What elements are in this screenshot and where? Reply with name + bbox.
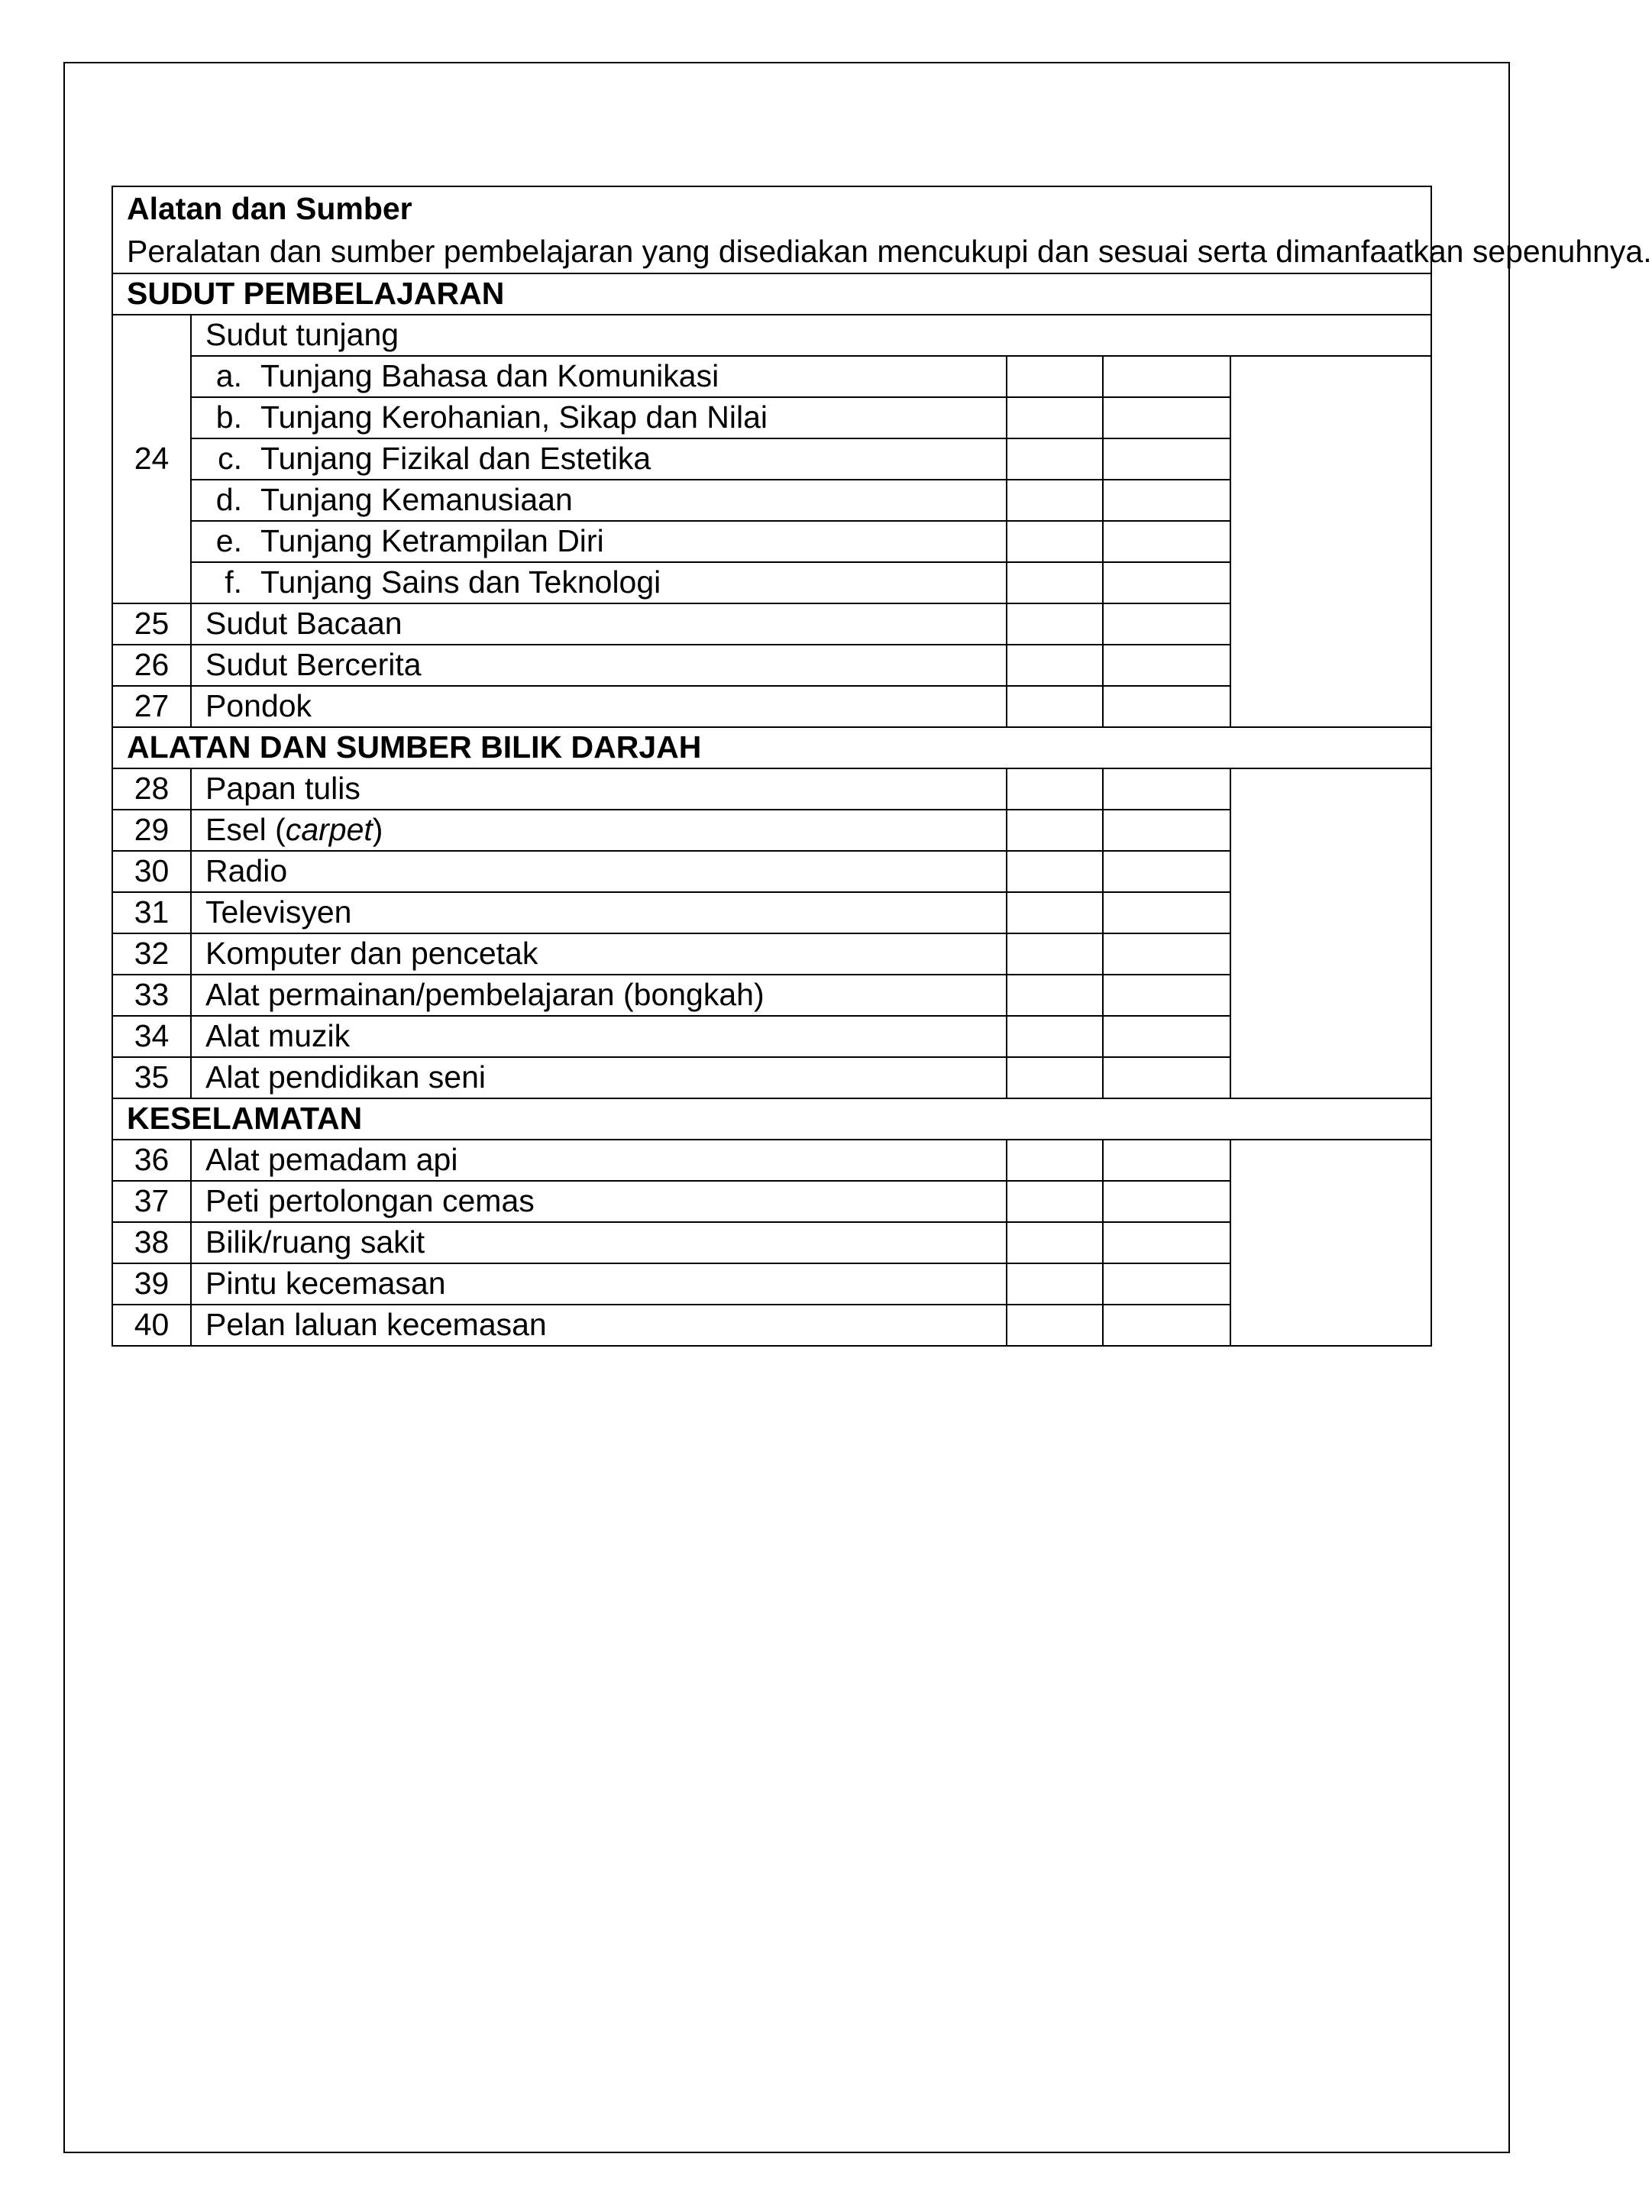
rating-box[interactable]	[1007, 521, 1103, 562]
item-number: 27	[112, 686, 191, 727]
rating-box[interactable]	[1103, 356, 1230, 397]
subitem-label	[191, 480, 1007, 521]
item-number: 37	[112, 1181, 191, 1222]
subitem-text: Tunjang Sains dan Teknologi	[260, 564, 661, 600]
rating-box[interactable]	[1103, 521, 1230, 562]
item-label: Pondok	[191, 686, 1007, 727]
rating-box[interactable]	[1007, 603, 1103, 645]
item-number: 31	[112, 892, 191, 933]
item-number: 40	[112, 1305, 191, 1346]
rating-box[interactable]	[1007, 933, 1103, 975]
rating-box[interactable]	[1007, 892, 1103, 933]
subitem-text: Tunjang Bahasa dan Komunikasi	[260, 358, 719, 394]
item-number: 38	[112, 1222, 191, 1263]
item-label: Papan tulis	[191, 768, 1007, 810]
group-row	[112, 315, 1431, 356]
subitem-letter: e.	[215, 523, 242, 559]
rating-box[interactable]	[1007, 975, 1103, 1016]
rating-box[interactable]	[1007, 851, 1103, 892]
subitem-letter: d.	[215, 482, 242, 518]
rating-box[interactable]	[1103, 645, 1230, 686]
item-number: 32	[112, 933, 191, 975]
subitem-letter: b.	[215, 399, 242, 435]
item-number: 28	[112, 768, 191, 810]
section-heading-row	[112, 1098, 1431, 1140]
rating-box[interactable]	[1007, 686, 1103, 727]
rating-box[interactable]	[1103, 1305, 1230, 1346]
intro-text: Peralatan dan sumber pembelajaran yang disediakan mencukupi dan sesuai serta dimanfaatkan sepenuhnya.	[127, 234, 1652, 269]
subitem-letter: a.	[215, 358, 242, 394]
rating-box[interactable]	[1103, 397, 1230, 438]
subitem-row	[112, 356, 1431, 397]
item-number: 35	[112, 1057, 191, 1098]
rating-box[interactable]	[1103, 810, 1230, 851]
item-number: 39	[112, 1263, 191, 1305]
item-label: Peti pertolongan cemas	[191, 1181, 1007, 1222]
rating-box[interactable]	[1007, 1016, 1103, 1057]
remarks-cell[interactable]	[1230, 356, 1431, 727]
item-label	[191, 810, 1007, 851]
item-label: Alat permainan/pembelajaran (bongkah)	[191, 975, 1007, 1016]
section-heading: SUDUT PEMBELAJARAN	[112, 273, 1431, 315]
rating-box[interactable]	[1103, 975, 1230, 1016]
subitem-text: Tunjang Fizikal dan Estetika	[260, 441, 651, 477]
item-number: 36	[112, 1140, 191, 1181]
item-label-suffix: )	[372, 812, 383, 848]
item-label-text: Esel (	[205, 812, 286, 848]
remarks-cell[interactable]	[1230, 1140, 1431, 1346]
item-row	[112, 1140, 1431, 1181]
item-label: Radio	[191, 851, 1007, 892]
subitem-text: Tunjang Ketrampilan Diri	[260, 523, 604, 559]
rating-box[interactable]	[1103, 562, 1230, 603]
rating-box[interactable]	[1103, 480, 1230, 521]
item-number: 24	[112, 315, 191, 603]
rating-box[interactable]	[1103, 851, 1230, 892]
item-number: 30	[112, 851, 191, 892]
rating-box[interactable]	[1103, 603, 1230, 645]
group-label: Sudut tunjang	[191, 315, 1431, 356]
rating-box[interactable]	[1007, 1222, 1103, 1263]
rating-box[interactable]	[1007, 480, 1103, 521]
section-heading: ALATAN DAN SUMBER BILIK DARJAH	[112, 727, 1431, 768]
item-label-italic: carpet	[285, 812, 373, 848]
rating-box[interactable]	[1007, 1305, 1103, 1346]
rating-box[interactable]	[1103, 1057, 1230, 1098]
item-label: Sudut Bercerita	[191, 645, 1007, 686]
remarks-cell[interactable]	[1230, 768, 1431, 1098]
rating-box[interactable]	[1103, 933, 1230, 975]
subitem-letter: c.	[218, 441, 242, 477]
item-label: Alat pemadam api	[191, 1140, 1007, 1181]
item-label: Alat pendidikan seni	[191, 1057, 1007, 1098]
rating-box[interactable]	[1103, 1016, 1230, 1057]
subitem-label	[191, 438, 1007, 480]
rating-box[interactable]	[1007, 1057, 1103, 1098]
rating-box[interactable]	[1007, 1140, 1103, 1181]
intro-cell	[112, 186, 1652, 273]
item-label: Pintu kecemasan	[191, 1263, 1007, 1305]
rating-box[interactable]	[1007, 397, 1103, 438]
rating-box[interactable]	[1007, 810, 1103, 851]
item-number: 25	[112, 603, 191, 645]
item-row	[112, 768, 1431, 810]
rating-box[interactable]	[1103, 892, 1230, 933]
rating-box[interactable]	[1007, 645, 1103, 686]
rating-box[interactable]	[1007, 438, 1103, 480]
rating-box[interactable]	[1103, 1140, 1230, 1181]
section-heading: KESELAMATAN	[112, 1098, 1431, 1140]
intro-row	[112, 186, 1431, 273]
section-heading-row	[112, 273, 1431, 315]
rating-box[interactable]	[1007, 1181, 1103, 1222]
rating-box[interactable]	[1007, 356, 1103, 397]
item-number: 33	[112, 975, 191, 1016]
item-label: Alat muzik	[191, 1016, 1007, 1057]
item-label: Pelan laluan kecemasan	[191, 1305, 1007, 1346]
rating-box[interactable]	[1007, 1263, 1103, 1305]
rating-box[interactable]	[1103, 1181, 1230, 1222]
item-number: 34	[112, 1016, 191, 1057]
subitem-label	[191, 562, 1007, 603]
subitem-text: Tunjang Kerohanian, Sikap dan Nilai	[260, 399, 768, 435]
checklist-table	[112, 186, 1652, 1347]
rating-box[interactable]	[1007, 562, 1103, 603]
subitem-label	[191, 521, 1007, 562]
intro-title: Alatan dan Sumber	[127, 191, 412, 226]
item-label: Komputer dan pencetak	[191, 933, 1007, 975]
rating-box[interactable]	[1103, 1222, 1230, 1263]
item-label: Televisyen	[191, 892, 1007, 933]
rating-box[interactable]	[1007, 768, 1103, 810]
item-number: 29	[112, 810, 191, 851]
item-number: 26	[112, 645, 191, 686]
subitem-label	[191, 397, 1007, 438]
subitem-letter: f.	[225, 564, 242, 600]
rating-box[interactable]	[1103, 438, 1230, 480]
rating-box[interactable]	[1103, 1263, 1230, 1305]
section-heading-row	[112, 727, 1431, 768]
rating-box[interactable]	[1103, 686, 1230, 727]
item-label: Sudut Bacaan	[191, 603, 1007, 645]
rating-box[interactable]	[1103, 768, 1230, 810]
subitem-label	[191, 356, 1007, 397]
item-label: Bilik/ruang sakit	[191, 1222, 1007, 1263]
subitem-text: Tunjang Kemanusiaan	[260, 482, 573, 518]
